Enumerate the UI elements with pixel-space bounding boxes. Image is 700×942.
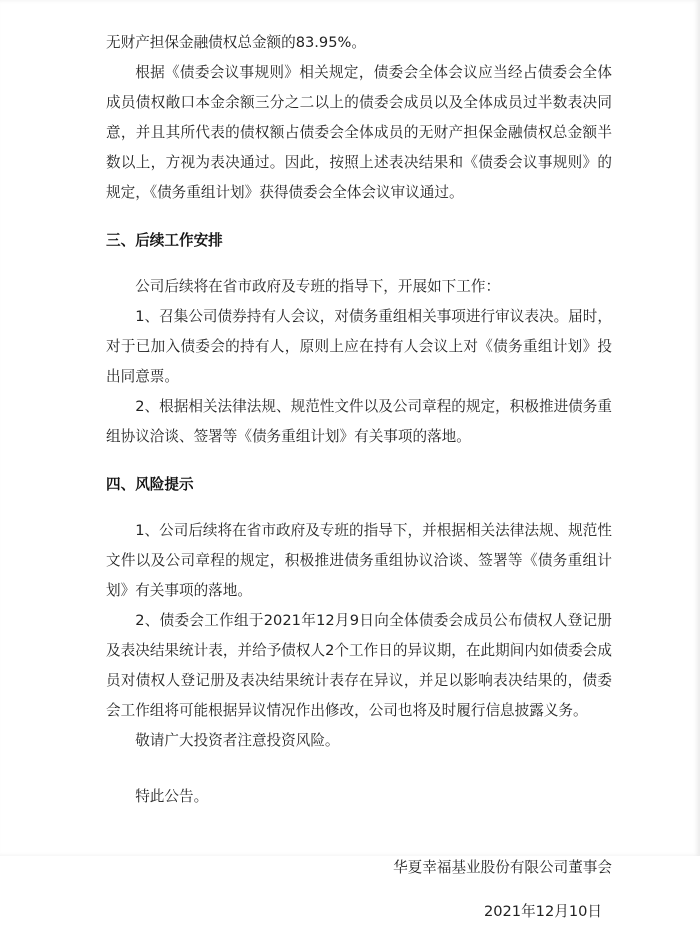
section-title-follow-up: 三、后续工作安排 bbox=[106, 232, 223, 249]
paragraph-risk-item-2: 2、债委会工作组于2021年12月9日向全体债委会成员公布债权人登记册及表决结果统计表，并给予债权人2个工作日的异议期，在此期间内如债委会成员对债权人登记册及表决结果统计表存在异议，并足以影响表决结果的，债委会工作组将可能根据异议情况作出修改，公司也将及时履行信息披露义务。 bbox=[106, 612, 612, 719]
announcement-date: 2021年12月10日 bbox=[483, 903, 602, 921]
paragraph-voting-rules: 根据《债委会议事规则》相关规定，债委会全体会议应当经占债委会全体成员债权敞口本金余额三分之二以上的债委会成员以及全体成员过半数表决同意，并且其所代表的债权额占债委会全体成员的无财产担保金融债权总金额半数以上，方视为表决通过。因此，按照上述表决结果和《债委会议事规则》的规定，《债务重组计划》获得债委会全体会议审议通过。 bbox=[106, 64, 612, 201]
paragraph-investor-notice: 敬请广大投资者注意投资风险。 bbox=[135, 732, 340, 749]
section-title-risk: 四、风险提示 bbox=[106, 476, 194, 493]
announcement-body bbox=[106, 28, 612, 942]
paragraph-risk-item-1: 1、公司后续将在省市政府及专班的指导下，并根据相关法律法规、规范性文件以及公司章程的规定，积极推进债务重组协议洽谈、签署等《债务重组计划》有关事项的落地。 bbox=[106, 522, 612, 599]
paragraph-closing: 特此公告。 bbox=[135, 788, 209, 805]
paragraph-follow-up-intro: 公司后续将在省市政府及专班的指导下，开展如下工作： bbox=[135, 278, 501, 295]
signatory: 华夏幸福基业股份有限公司董事会 bbox=[393, 858, 612, 876]
paragraph-intro-tail: 无财产担保金融债权总金额的83.95%。 bbox=[106, 34, 366, 51]
paragraph-follow-up-item-1: 1、召集公司债券持有人会议，对债务重组相关事项进行审议表决。届时，对于已加入债委会的持有人，原则上应在持有人会议上对《债务重组计划》投出同意票。 bbox=[106, 308, 612, 385]
paragraph-follow-up-item-2: 2、根据相关法律法规、规范性文件以及公司章程的规定，积极推进债务重组协议洽谈、签署等《债务重组计划》有关事项的落地。 bbox=[106, 398, 612, 445]
